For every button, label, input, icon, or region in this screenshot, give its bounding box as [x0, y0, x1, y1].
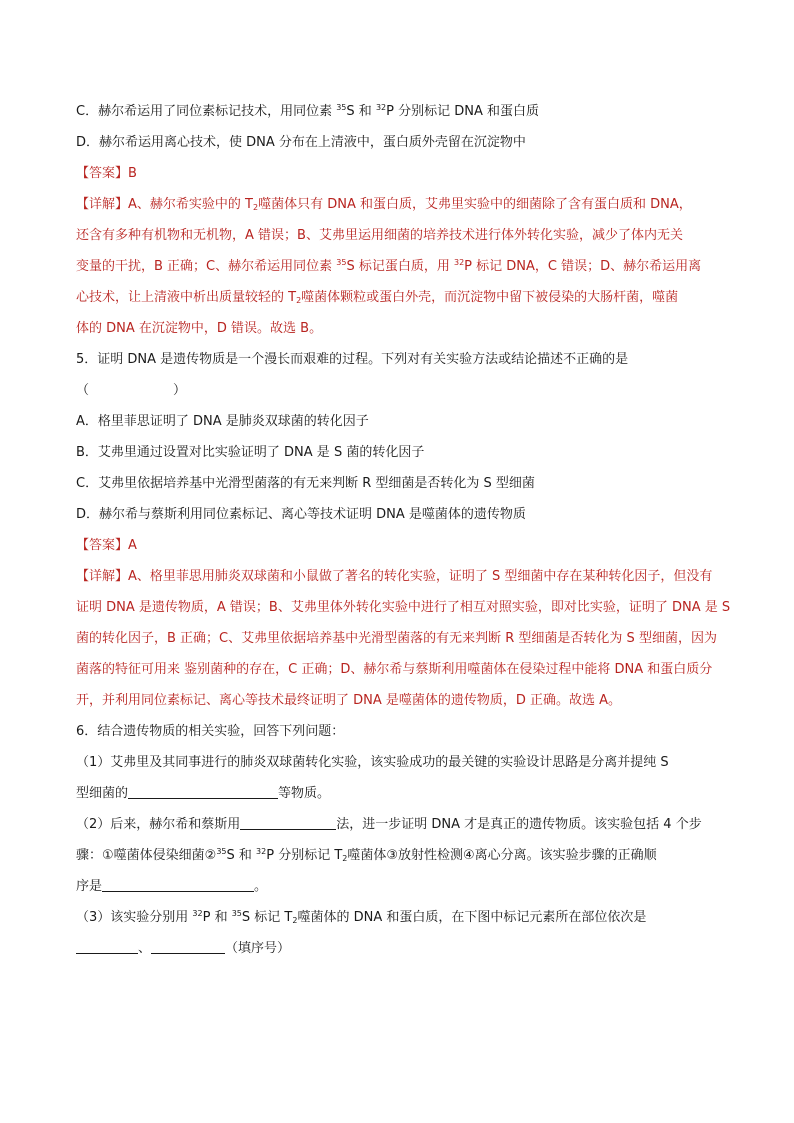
- answer-paren: （ ）: [76, 383, 187, 398]
- option-d: D．赫尔希运用离心技术，使 DNA 分布在上清液中，蛋白质外壳留在沉淀物中: [76, 135, 526, 150]
- answer-blank[interactable]: [76, 939, 138, 954]
- answer-blank[interactable]: [128, 784, 278, 799]
- detail-line: 证明 DNA 是遗传物质，A 错误；B、艾弗里体外转化实验中进行了相互对照实验，即对比实验，证明了 DNA 是 S: [76, 600, 731, 615]
- option-b: B．艾弗里通过设置对比实验证明了 DNA 是 S 菌的转化因子: [76, 445, 425, 460]
- sub-question-2-cont: 骤：①噬菌体侵染细菌②$^{35}$S 和 $^{32}$P 分别标记 $T_2$噬菌体③放射性检测④离心分离。该实验步骤的正确顺: [76, 847, 657, 863]
- answer-blank[interactable]: [151, 939, 225, 954]
- detail-line: 变量的干扰，B 正确；C、赫尔希运用同位素 $^{35}$S 标记蛋白质，用 $^{32}$P 标记 DNA，C 错误；D、赫尔希运用离: [76, 258, 702, 274]
- answer-value: B: [128, 166, 137, 181]
- question-6-stem: 6．结合遗传物质的相关实验，回答下列问题：: [76, 724, 345, 739]
- document-page: [76, 96, 731, 964]
- detail-line: 开，并利用同位素标记、离心等技术最终证明了 DNA 是噬菌体的遗传物质，D 正确。故选 A。: [76, 693, 622, 708]
- answer-blank[interactable]: [102, 877, 254, 892]
- detail-line: 【详解】A、格里菲思用肺炎双球菌和小鼠做了著名的转化实验，证明了 S 型细菌中存在某种转化因子，但没有: [76, 569, 713, 584]
- answer-tag: 【答案】: [76, 538, 129, 553]
- sub-question-1-cont: 型细菌的 等物质。: [76, 786, 331, 801]
- sub-question-3-cont: 、 （填序号）: [76, 933, 726, 964]
- answer-line: [76, 158, 726, 189]
- answer-tag: 【答案】: [76, 166, 129, 181]
- detail-tag: 【详解】: [76, 569, 129, 584]
- option-c: C．艾弗里依据培养基中光滑型菌落的有无来判断 R 型细菌是否转化为 S 型细菌: [76, 476, 535, 491]
- detail-line: 菌的转化因子，B 正确；C、艾弗里依据培养基中光滑型菌落的有无来判断 R 型细菌是否转化为 S 型细菌，因为: [76, 631, 717, 646]
- detail-line: 心技术，让上清液中析出质量较轻的 $T_2$噬菌体颗粒或蛋白外壳，而沉淀物中留下被侵染的大肠杆菌，噬菌: [76, 290, 679, 305]
- answer-line: [76, 530, 726, 561]
- detail-line: 体的 DNA 在沉淀物中，D 错误。故选 B。: [76, 321, 323, 336]
- sub-question-3: （3）该实验分别用 $^{32}$P 和 $^{35}$S 标记 $T_2$噬菌体的 DNA 和蛋白质，在下图中标记元素所在部位依次是: [76, 909, 647, 925]
- detail-line: 【详解】A、赫尔希实验中的 $T_2$噬菌体只有 DNA 和蛋白质，艾弗里实验中的细菌除了含有蛋白质和 DNA，: [76, 197, 692, 212]
- detail-tag: 【详解】: [76, 197, 129, 212]
- sub-question-2: （2）后来，赫尔希和蔡斯用 法，进一步证明 DNA 才是真正的遗传物质。该实验包括 4 个步: [76, 817, 702, 832]
- sub-question-1: （1）艾弗里及其同事进行的肺炎双球菌转化实验，该实验成功的最关键的实验设计思路是分离并提纯 S: [76, 755, 669, 770]
- detail-line: 还含有多种有机物和无机物，A 错误；B、艾弗里运用细菌的培养技术进行体外转化实验，减少了体内无关: [76, 228, 683, 243]
- question-5-stem: 5．证明 DNA 是遗传物质是一个漫长而艰难的过程。下列对有关实验方法或结论描述不正确的是: [76, 352, 629, 367]
- option-c: C．赫尔希运用了同位素标记技术，用同位素 $^{35}$S 和 $^{32}$P 分别标记 DNA 和蛋白质: [76, 103, 539, 119]
- sub-question-2-cont: 序是 。: [76, 879, 268, 894]
- detail-line: 菌落的特征可用来 鉴别菌种的存在，C 正确；D、赫尔希与蔡斯利用噬菌体在侵染过程中能将 DNA 和蛋白质分: [76, 662, 713, 677]
- answer-blank[interactable]: [240, 815, 336, 830]
- answer-value: A: [128, 538, 137, 553]
- option-a: A．格里菲思证明了 DNA 是肺炎双球菌的转化因子: [76, 414, 369, 429]
- option-d: D．赫尔希与蔡斯利用同位素标记、离心等技术证明 DNA 是噬菌体的遗传物质: [76, 507, 526, 522]
